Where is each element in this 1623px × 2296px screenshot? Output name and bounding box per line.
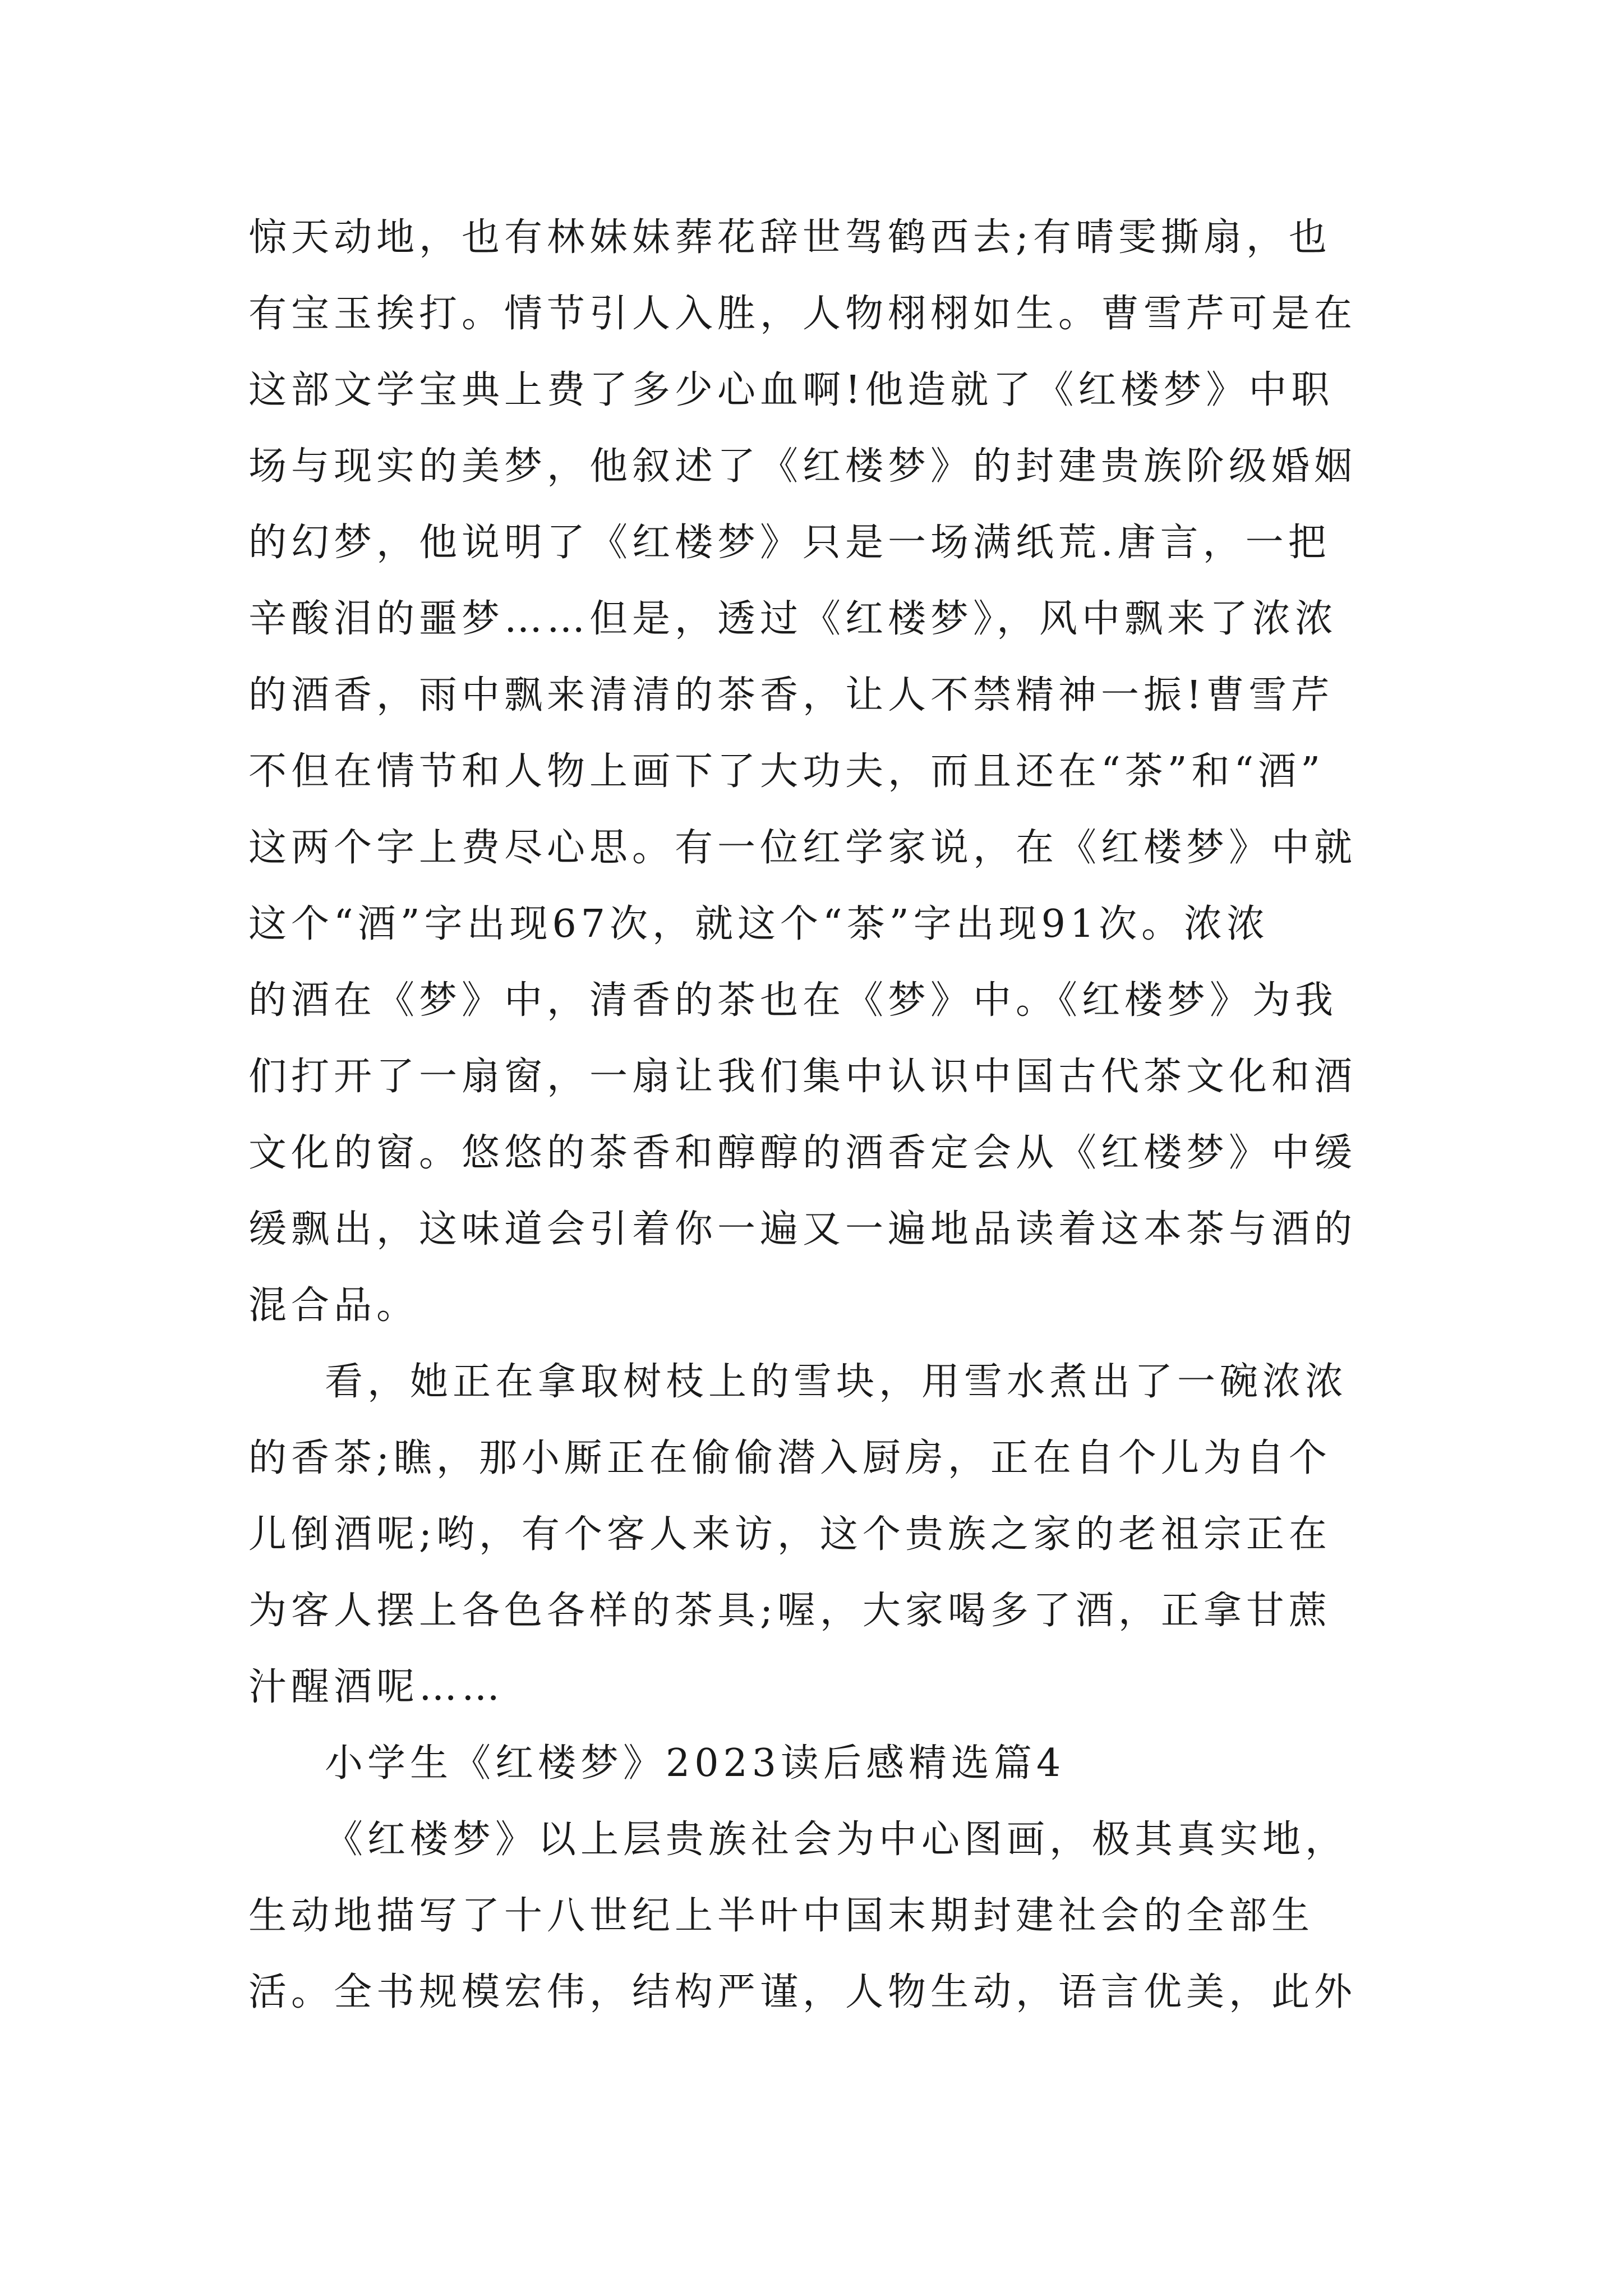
paragraph-2: [248, 1344, 1393, 1726]
text-line: 的酒在《梦》中，清香的茶也在《梦》中。《红楼梦》为我: [248, 978, 1338, 1023]
text-line: 儿倒酒呢;哟，有个客人来访，这个贵族之家的老祖宗正在: [248, 1512, 1331, 1557]
text-line: 《红楼梦》以上层贵族社会为中心图画，极其真实地，: [325, 1818, 1348, 1862]
text-line: 为客人摆上各色各样的茶具;喔，大家喝多了酒，正拿甘蔗: [248, 1589, 1331, 1633]
text-line: 辛酸泪的噩梦……但是，透过《红楼梦》，风中飘来了浓浓: [248, 597, 1338, 641]
text-line: 缓飘出，这味道会引着你一遍又一遍地品读着这本茶与酒的: [248, 1207, 1357, 1251]
text-line: 这两个字上费尽心思。有一位红学家说，在《红楼梦》中就: [248, 826, 1357, 870]
text-line: 们打开了一扇窗，一扇让我们集中认识中国古代茶文化和酒: [248, 1055, 1357, 1099]
text-line: 的香茶;瞧，那小厮正在偷偷潜入厨房，正在自个儿为自个: [248, 1436, 1331, 1480]
text-line: 不但在情节和人物上画下了大功夫，而且还在“茶”和“酒”: [248, 749, 1325, 794]
paragraph-3: [248, 1802, 1393, 2031]
text-line: 这个“酒”字出现67次，就这个“茶”字出现91次。浓浓: [248, 902, 1270, 946]
text-line: 活。全书规模宏伟，结构严谨，人物生动，语言优美，此外: [248, 1970, 1357, 2014]
text-line: 有宝玉挨打。情节引人入胜，人物栩栩如生。曹雪芹可是在: [248, 292, 1357, 336]
text-line: 场与现实的美梦，他叙述了《红楼梦》的封建贵族阶级婚姻: [248, 444, 1357, 489]
text-line: 的酒香，雨中飘来清清的茶香，让人不禁精神一振!曹雪芹: [248, 673, 1334, 717]
paragraph-1: [248, 200, 1393, 1344]
text-line: 混合品。: [248, 1283, 419, 1328]
text-line: 汁醒酒呢……: [248, 1665, 505, 1709]
section-heading: 小学生《红楼梦》2023读后感精选篇4: [325, 1741, 1066, 1786]
document-body: [248, 200, 1393, 2031]
text-line: 生动地描写了十八世纪上半叶中国末期封建社会的全部生: [248, 1894, 1315, 1938]
text-line: 文化的窗。悠悠的茶香和醇醇的酒香定会从《红楼梦》中缓: [248, 1131, 1357, 1175]
text-line: 这部文学宝典上费了多少心血啊!他造就了《红楼梦》中职: [248, 368, 1334, 412]
text-line: 看，她正在拿取树枝上的雪块，用雪水煮出了一碗浓浓: [325, 1360, 1348, 1404]
text-line: 惊天动地，也有林妹妹葬花辞世驾鹤西去;有晴雯撕扇，也: [248, 215, 1331, 260]
text-line: 的幻梦，他说明了《红楼梦》只是一场满纸荒.唐言，一把: [248, 521, 1331, 565]
